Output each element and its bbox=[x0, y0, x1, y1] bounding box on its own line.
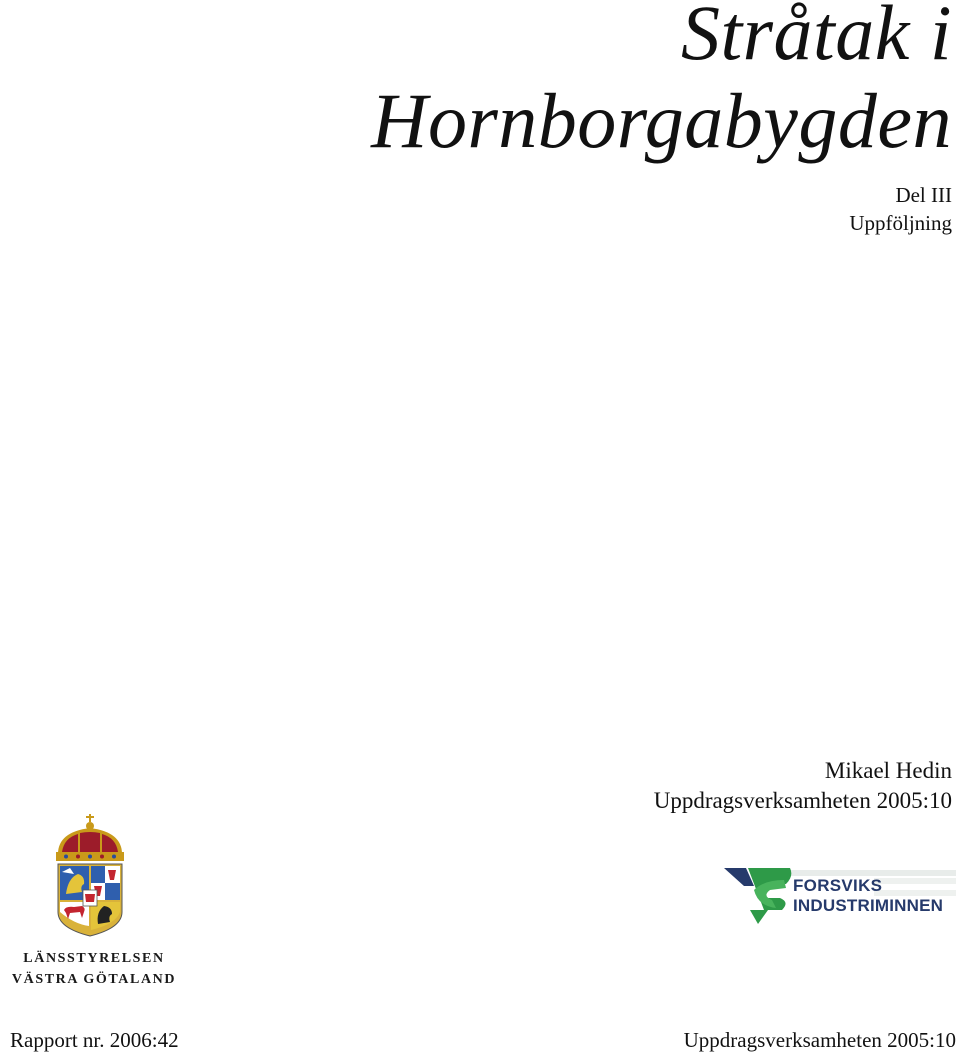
title-line-2: Hornborgabygden bbox=[371, 77, 952, 164]
publisher-name-line-1: LÄNSSTYRELSEN bbox=[23, 951, 165, 966]
subtitle-part: Del III bbox=[895, 183, 952, 207]
crown-icon bbox=[56, 814, 124, 861]
title-line-1: Stråtak i bbox=[681, 0, 952, 76]
partner-logo-line-2: INDUSTRIMINNEN bbox=[793, 896, 944, 915]
series-number: Uppdragsverksamheten 2005:10 bbox=[653, 788, 952, 813]
publisher-name-line-2: VÄSTRA GÖTALAND bbox=[11, 972, 177, 987]
coat-of-arms-emblem bbox=[52, 812, 128, 938]
footer-series: Uppdragsverksamheten 2005:10 bbox=[683, 1028, 956, 1052]
shield-icon bbox=[58, 864, 122, 936]
partner-logo-line-1: FORSVIKS bbox=[793, 876, 883, 895]
subtitle-topic: Uppföljning bbox=[849, 211, 952, 235]
report-number: Rapport nr. 2006:42 bbox=[10, 1028, 179, 1052]
author-name: Mikael Hedin bbox=[824, 758, 952, 783]
